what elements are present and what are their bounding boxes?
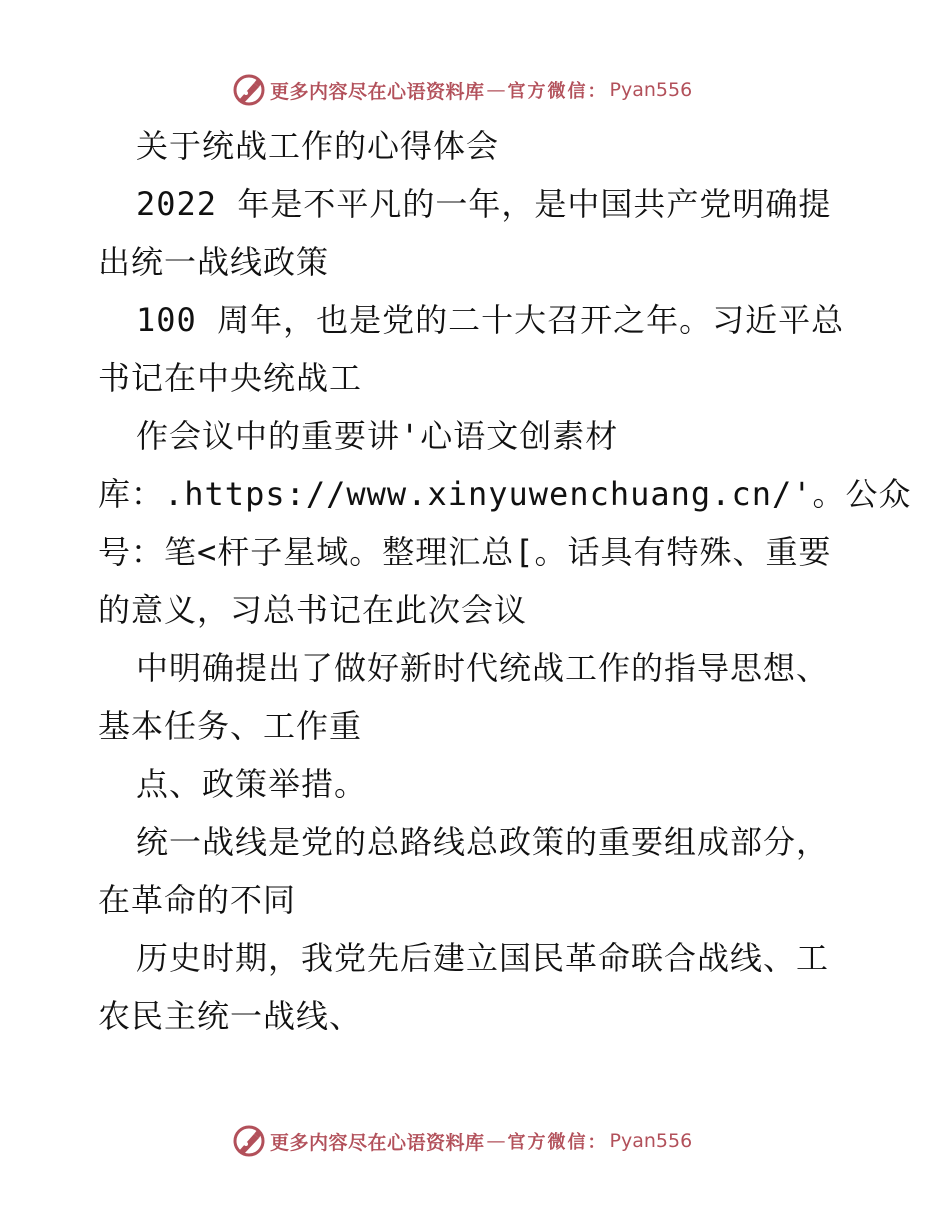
- wechat-label: 官方微信：: [507, 1132, 608, 1153]
- text-line: 历史时期，我党先后建立国民革命联合战线、工: [136, 939, 830, 977]
- footer-banner[interactable]: [232, 1124, 692, 1158]
- banner-text: 更多内容尽在心语资料库: [270, 1131, 485, 1154]
- text-line: 基本任务、工作重: [98, 707, 363, 745]
- text-line: 点、政策举措。: [136, 765, 368, 803]
- document-title: 关于统战工作的心得体会: [136, 127, 500, 165]
- text-line: 100 周年，也是党的二十大召开之年。习近平总: [136, 301, 845, 339]
- wechat-label: 官方微信：: [507, 81, 608, 102]
- text-line: 的意义，习总书记在此次会议: [98, 591, 528, 629]
- text-line: 中明确提出了做好新时代统战工作的指导思想、: [136, 649, 830, 687]
- text-line: 库：.https://www.xinyuwenchuang.cn/'。公众: [98, 475, 912, 513]
- wechat-id: Pyan556: [609, 79, 693, 101]
- banner-dash: —: [486, 79, 506, 101]
- header-banner[interactable]: [232, 73, 692, 107]
- banner-dash: —: [486, 1130, 506, 1152]
- wechat-id: Pyan556: [609, 1130, 693, 1152]
- pen-logo-icon: [232, 73, 266, 107]
- banner-text: 更多内容尽在心语资料库: [270, 80, 485, 103]
- text-line: 2022 年是不平凡的一年，是中国共产党明确提: [136, 185, 832, 223]
- document-body: [98, 117, 912, 1045]
- text-line: 号：笔<杆子星域。整理汇总[。话具有特殊、重要: [98, 533, 832, 571]
- text-line: 出统一战线政策: [98, 243, 330, 281]
- text-line: 农民主统一战线、: [98, 997, 363, 1035]
- text-line: 在革命的不同: [98, 881, 297, 919]
- text-line: 作会议中的重要讲'心语文创素材: [136, 417, 619, 455]
- pen-logo-icon: [232, 1124, 266, 1158]
- text-line: 书记在中央统战工: [98, 359, 363, 397]
- text-line: 统一战线是党的总路线总政策的重要组成部分，: [136, 823, 830, 861]
